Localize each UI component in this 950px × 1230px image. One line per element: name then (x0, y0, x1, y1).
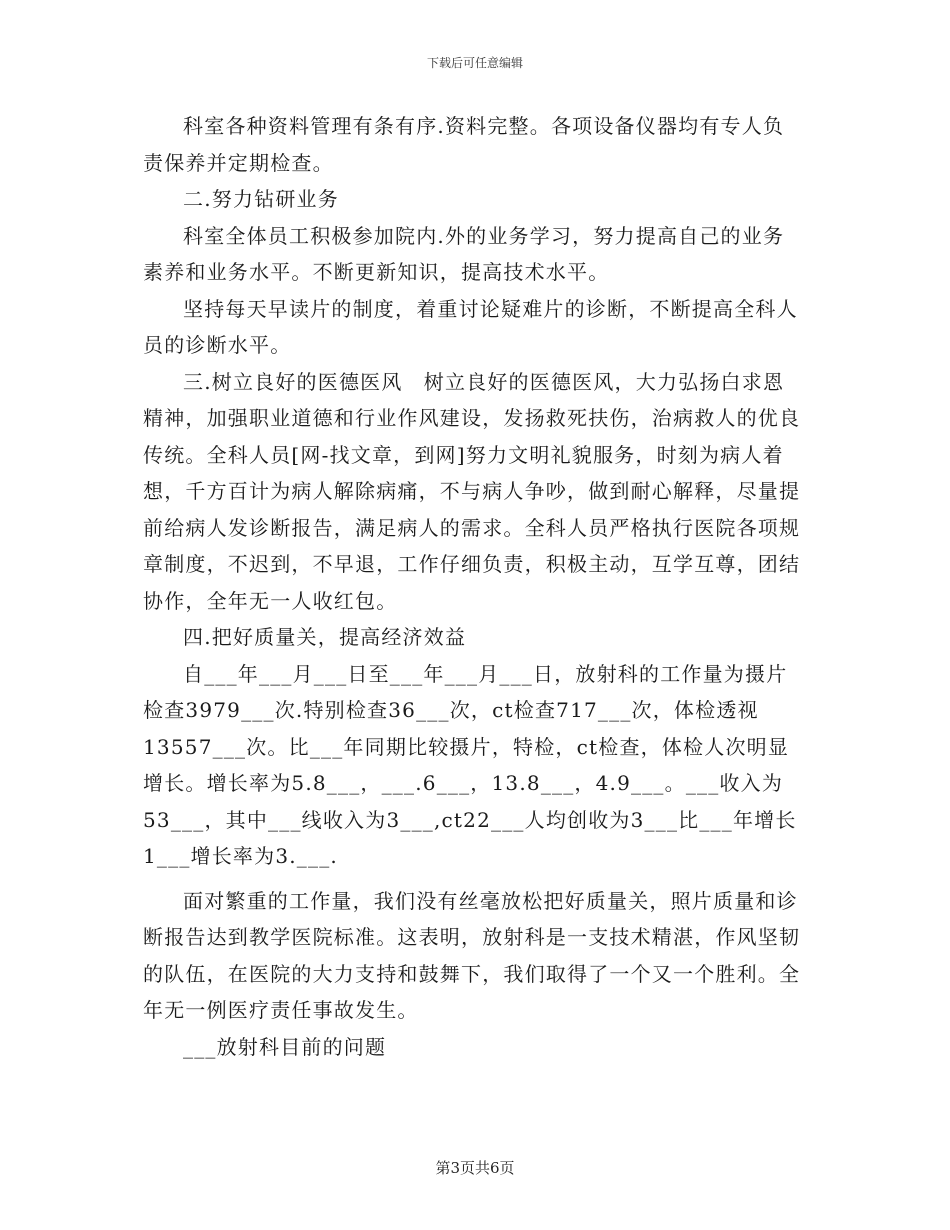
page-footer: 第3页共6页 (435, 1159, 515, 1177)
paragraph-records-management: 科室各种资料管理有条有序.资料完整。各项设备仪器均有专人负责保养并定期检查。 (143, 114, 785, 175)
paragraph-film-reading: 坚持每天早读片的制度，着重讨论疑难片的诊断，不断提高全科人员的诊断水平。 (143, 296, 798, 357)
section-heading-4: 四.把好质量关，提高经济效益 (183, 625, 467, 649)
paragraph-quality: 面对繁重的工作量，我们没有丝毫放松把好质量关，照片质量和诊断报告达到教学医院标准。这表明，放射科是一支技术精湛，作风坚韧的队伍，在医院的大力支持和鼓舞下，我们取得了一个又一个胜利。全年无一例医疗责任事故发生。 (143, 888, 801, 1022)
paragraph-study: 科室全体员工积极参加院内.外的业务学习，努力提高自己的业务素养和业务水平。不断更新知识，提高技术水平。 (143, 223, 785, 284)
section-heading-problems: ___放射科目前的问题 (183, 1034, 387, 1059)
paragraph-medical-ethics: 三.树立良好的医德医风 树立良好的医德医风，大力弘扬白求恩精神，加强职业道德和行业作风建设，发扬救死扶伤，治病救人的优良传统。全科人员[网-找文章，到网]努力文明礼貌服务，时刻为病人着想，千方百计为病人解除病痛，不与病人争吵，做到耐心解释，尽量提前给病人发诊断报告，满足病人的需求。全科人员严格执行医院各项规章制度，不迟到，不早退，工作仔细负责，积极主动，互学互尊，团结协作，全年无一人收红包。 (143, 369, 801, 613)
paragraph-workload-statistics: 自___年___月___日至___年___月___日，放射科的工作量为摄片检查3979___次.特别检查36___次，ct检查717___次，体检透视13557___次。比___年同期比较摄片，特检，ct检查，体检人次明显增长。增长率为5.8___，___.6___，13.8___，4.9___。___收入为53___，其中___线收入为3___,ct22___人均创收为3___比___年增长1___增长率为3.___. (143, 661, 797, 868)
page-header: 下载后可任意编辑 (426, 56, 523, 70)
document-body (143, 108, 803, 1065)
section-heading-2: 二.努力钻研业务 (183, 187, 339, 211)
